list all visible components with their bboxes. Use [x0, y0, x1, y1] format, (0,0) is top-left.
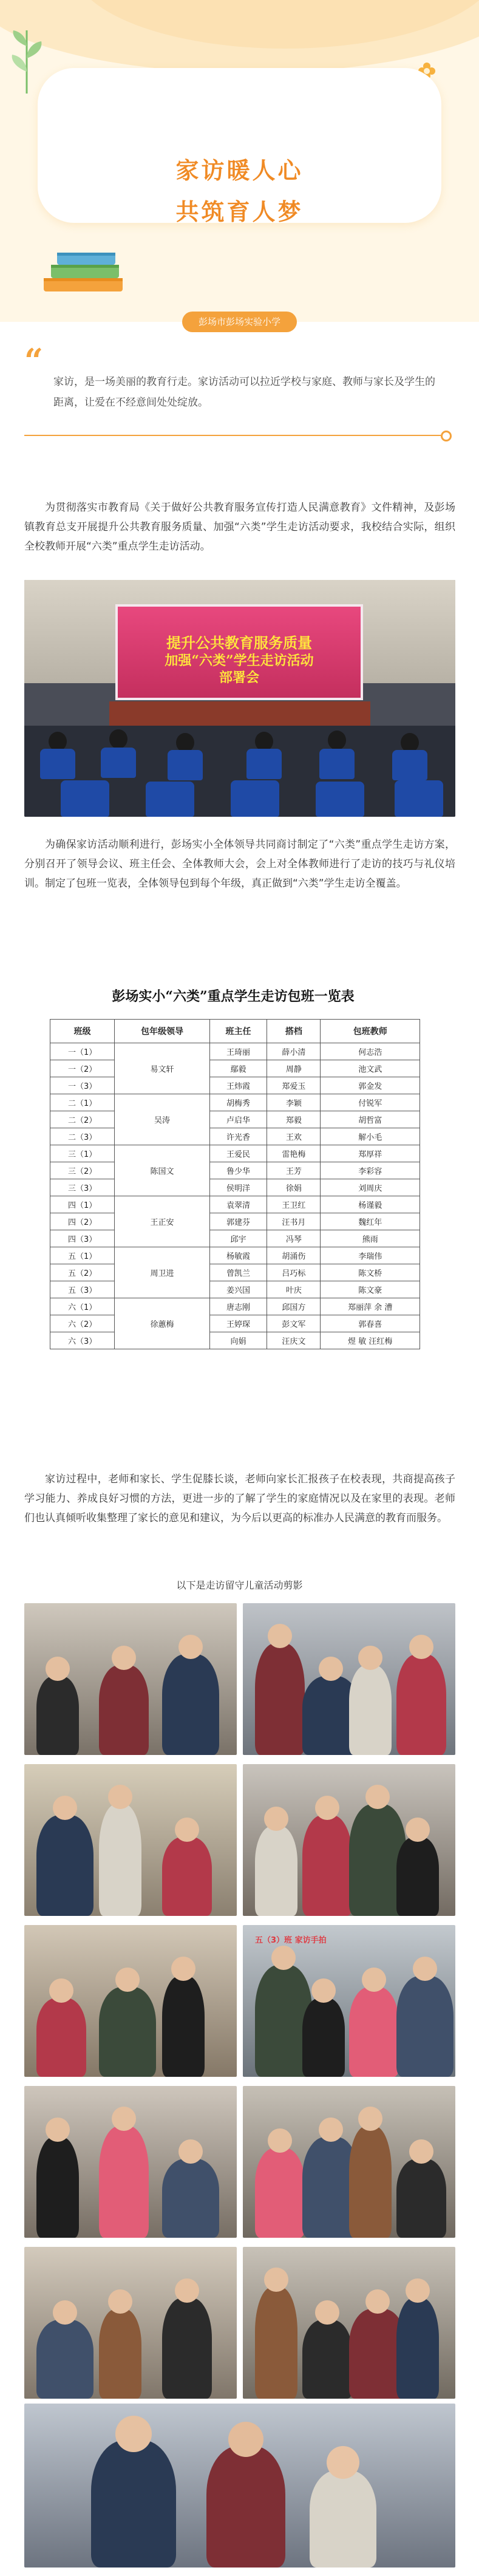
table-cell: 何志浩 — [321, 1043, 420, 1060]
person-head — [311, 1978, 336, 2003]
person-figure — [396, 1976, 454, 2077]
page-title-line1: 家访暖人心 — [175, 157, 304, 184]
table-cell: 四（2） — [50, 1213, 115, 1230]
table-cell: 郭金发 — [321, 1077, 420, 1094]
person-head — [315, 2300, 339, 2325]
audience-chair — [231, 780, 279, 817]
person-head — [171, 1957, 195, 1981]
table-cell: 池文武 — [321, 1060, 420, 1077]
person-figure — [162, 2159, 219, 2238]
person-head — [268, 1624, 292, 1648]
table-cell: 五（1） — [50, 1247, 115, 1264]
person-head — [315, 1796, 339, 1820]
table-cell: 王欢 — [267, 1128, 321, 1145]
person-figure — [396, 1837, 439, 1916]
table-cell: 六（2） — [50, 1315, 115, 1332]
table-cell: 王芳 — [267, 1162, 321, 1179]
gallery-photo — [243, 1764, 455, 1916]
person-figure — [396, 1654, 446, 1755]
table-cell-leader: 徐蕙梅 — [115, 1298, 209, 1349]
person-figure — [396, 2159, 446, 2238]
person-head — [362, 1968, 386, 1992]
gallery-photo — [24, 1603, 237, 1755]
table-cell: 曾凯兰 — [209, 1264, 267, 1281]
person-head — [53, 2300, 77, 2325]
gallery-photo — [24, 1764, 237, 1916]
paragraph-3: 家访过程中，老师和家长、学生促膝长谈，老师向家长汇报孩子在校表现，共商提高孩子学习能力、养成良好习惯的方法，更进一步的了解了学生的家庭情况以及在家里的表现。老师们也认真倾听收集整理了家长的意见和建议，为今后以更高的标准办人民满意的教育而服务。 — [24, 1473, 455, 1524]
table-cell: 一（1） — [50, 1043, 115, 1060]
audience-head — [328, 731, 346, 750]
table-row — [50, 1060, 420, 1077]
person-head — [46, 1657, 70, 1681]
table-cell: 叶庆 — [267, 1281, 321, 1298]
person-figure — [255, 2287, 297, 2399]
audience-chair — [319, 749, 355, 779]
table-cell: 李彩容 — [321, 1162, 420, 1179]
audience-chair — [392, 750, 427, 780]
table-cell: 陈文桥 — [321, 1264, 420, 1281]
table-cell: 四（1） — [50, 1196, 115, 1213]
paragraph-1: 为贯彻落实市教育局《关于做好公共教育服务宣传打造人民满意教育》文件精神，及彭场镇教育总支开展提升公共教育服务质量、加强“六类”学生走访活动要求，我校结合实际，组织全校教师开展“六类”重点学生走访活动。 — [24, 502, 455, 553]
table-cell: 陈文豪 — [321, 1281, 420, 1298]
header-banner — [0, 0, 479, 322]
gallery-photo — [243, 2247, 455, 2399]
podium-table — [109, 701, 370, 726]
person-figure — [99, 1987, 156, 2077]
table-cell: 胡梅秀 — [209, 1094, 267, 1111]
table-row — [50, 1111, 420, 1128]
table-cell: 郑毅 — [267, 1111, 321, 1128]
person-head — [406, 1818, 430, 1842]
table-cell: 二（2） — [50, 1111, 115, 1128]
roster-table — [50, 1019, 420, 1349]
leaf-icon — [8, 28, 45, 95]
person-figure — [36, 1676, 79, 1755]
table-cell: 王炜霞 — [209, 1077, 267, 1094]
table-cell: 周静 — [267, 1060, 321, 1077]
table-cell: 汪书月 — [267, 1213, 321, 1230]
person-figure — [99, 1804, 141, 1916]
table-cell: 一（2） — [50, 1060, 115, 1077]
person-head — [175, 1818, 199, 1842]
table-cell: 郭春喜 — [321, 1315, 420, 1332]
table-row — [50, 1094, 420, 1111]
audience-chair — [168, 750, 203, 780]
table-header-row — [50, 1020, 420, 1043]
table-cell-leader: 吴涛 — [115, 1094, 209, 1145]
column-header: 搭档 — [267, 1020, 321, 1043]
person-head — [264, 2268, 288, 2292]
column-header: 班级 — [50, 1020, 115, 1043]
table-row — [50, 1145, 420, 1162]
table-cell: 郑厚祥 — [321, 1145, 420, 1162]
intro-quote — [24, 341, 453, 443]
person-head — [358, 2107, 382, 2131]
person-head — [413, 1957, 437, 1981]
table-cell: 李瑞伟 — [321, 1247, 420, 1264]
meeting-photo — [24, 580, 455, 817]
table-cell-leader: 王正安 — [115, 1196, 209, 1247]
table-cell: 鲁少华 — [209, 1162, 267, 1179]
person-head — [46, 2118, 70, 2142]
gallery-photo-wide — [24, 2404, 455, 2567]
table-cell: 向娟 — [209, 1332, 267, 1349]
person-figure — [91, 2440, 176, 2567]
table-cell: 徐娟 — [267, 1179, 321, 1196]
gallery-photo — [24, 2247, 237, 2399]
table-cell: 姜兴国 — [209, 1281, 267, 1298]
table-cell: 郑爱玉 — [267, 1077, 321, 1094]
table-cell: 王琦丽 — [209, 1043, 267, 1060]
table-cell: 彭文军 — [267, 1315, 321, 1332]
person-head — [409, 1635, 433, 1659]
person-figure — [36, 2320, 93, 2399]
table-cell: 李颖 — [267, 1094, 321, 1111]
table-row — [50, 1128, 420, 1145]
person-figure — [162, 1976, 205, 2077]
audience-head — [109, 729, 127, 749]
person-head — [264, 1807, 288, 1831]
table-row — [50, 1179, 420, 1196]
table-cell: 二（1） — [50, 1094, 115, 1111]
person-figure — [302, 1998, 345, 2077]
audience-chair — [101, 748, 136, 778]
person-figure — [99, 1665, 149, 1755]
gallery-photo — [24, 1925, 237, 2077]
gallery-photo — [243, 2086, 455, 2238]
table-cell: 郑丽萍 余 漕 — [321, 1298, 420, 1315]
gallery-photo — [243, 1603, 455, 1755]
person-head — [327, 2446, 359, 2479]
table-cell: 王爱民 — [209, 1145, 267, 1162]
person-figure — [349, 2126, 392, 2238]
person-figure — [206, 2446, 285, 2567]
table-cell: 五（2） — [50, 1264, 115, 1281]
person-figure — [302, 2320, 352, 2399]
divider-dot-icon — [441, 431, 452, 441]
person-figure — [36, 1998, 86, 2077]
table-cell: 雷艳梅 — [267, 1145, 321, 1162]
table-cell: 煜 敏 汪红梅 — [321, 1332, 420, 1349]
table-cell: 鄢毅 — [209, 1060, 267, 1077]
table-cell: 四（3） — [50, 1230, 115, 1247]
person-head — [319, 1657, 343, 1681]
table-row — [50, 1281, 420, 1298]
person-figure — [162, 1837, 212, 1916]
person-head — [178, 2139, 203, 2164]
person-figure — [396, 2298, 439, 2399]
table-cell: 一（3） — [50, 1077, 115, 1094]
audience-chair — [246, 749, 282, 779]
person-figure — [36, 1815, 93, 1916]
table-cell: 袁翠清 — [209, 1196, 267, 1213]
table-row — [50, 1264, 420, 1281]
table-cell: 卢启华 — [209, 1111, 267, 1128]
photo-banner-text: 五（3）班 家访手拍 — [255, 1936, 327, 1945]
table-cell: 刘周庆 — [321, 1179, 420, 1196]
person-figure — [255, 1643, 305, 1755]
quote-divider — [24, 435, 441, 436]
meeting-screen — [115, 604, 363, 700]
person-head — [178, 1635, 203, 1659]
person-figure — [255, 2148, 305, 2238]
person-figure — [349, 1665, 392, 1755]
table-row — [50, 1332, 420, 1349]
table-cell: 邱宇 — [209, 1230, 267, 1247]
table-cell: 吕巧标 — [267, 1264, 321, 1281]
roster-table-title: 彭场实小“六类”重点学生走访包班一览表 — [112, 989, 355, 1004]
table-cell-leader: 易文轩 — [115, 1043, 209, 1094]
table-row — [50, 1213, 420, 1230]
column-header: 包年级领导 — [115, 1020, 209, 1043]
column-header: 班主任 — [209, 1020, 267, 1043]
audience-chair — [40, 749, 75, 779]
audience-chair — [395, 780, 443, 817]
table-row — [50, 1230, 420, 1247]
table-cell: 王卫红 — [267, 1196, 321, 1213]
table-cell: 薛小清 — [267, 1043, 321, 1060]
table-row — [50, 1077, 420, 1094]
table-row — [50, 1315, 420, 1332]
table-cell: 六（3） — [50, 1332, 115, 1349]
screen-line-3: 部署会 — [219, 670, 259, 686]
table-cell: 侯明洋 — [209, 1179, 267, 1196]
table-cell: 郭建芬 — [209, 1213, 267, 1230]
person-head — [53, 1796, 77, 1820]
table-cell: 五（3） — [50, 1281, 115, 1298]
table-cell-leader: 周卫进 — [115, 1247, 209, 1298]
person-head — [175, 2278, 199, 2303]
screen-line-1: 提升公共教育服务质量 — [166, 634, 312, 652]
page-title-line2: 共筑育人梦 — [175, 198, 304, 225]
audience-chair — [61, 780, 109, 817]
paragraph-2: 为确保家访活动顺利进行，彭场实小全体领导共同商讨制定了“六类”重点学生走访方案，分别召开了领导会议、班主任会、全体教师大会，会上对全体教师进行了走访的技巧与礼仪培训。制定了包班一览表，全体领导包到每个年级，真正做到“六类”学生走访全覆盖。 — [24, 839, 455, 890]
table-row — [50, 1162, 420, 1179]
person-head — [271, 1946, 296, 1970]
table-cell: 邱国方 — [267, 1298, 321, 1315]
screen-line-2: 加强“六类”学生走访活动 — [165, 653, 314, 669]
person-figure — [36, 2137, 79, 2238]
table-cell: 六（1） — [50, 1298, 115, 1315]
table-cell: 杨敏霞 — [209, 1247, 267, 1264]
person-figure — [310, 2470, 376, 2567]
school-badge: 彭场市彭场实验小学 — [182, 312, 297, 332]
table-cell: 杨谨毅 — [321, 1196, 420, 1213]
person-head — [406, 2278, 430, 2303]
books-icon — [38, 243, 129, 298]
person-figure — [162, 2298, 212, 2399]
table-cell: 胡涌伤 — [267, 1247, 321, 1264]
gallery-caption: 以下是走访留守儿童活动剪影 — [176, 1579, 303, 1591]
table-cell: 解小毛 — [321, 1128, 420, 1145]
person-head — [49, 1978, 73, 2003]
table-cell: 唐志刚 — [209, 1298, 267, 1315]
table-cell: 许光香 — [209, 1128, 267, 1145]
audience-chair — [146, 782, 194, 817]
table-cell: 魏红年 — [321, 1213, 420, 1230]
table-cell: 王婷琛 — [209, 1315, 267, 1332]
person-head — [268, 2128, 292, 2153]
table-cell: 胡哲富 — [321, 1111, 420, 1128]
person-figure — [99, 2126, 149, 2238]
table-row — [50, 1247, 420, 1264]
gallery-photo — [24, 2086, 237, 2238]
quote-mark-icon: “ — [24, 341, 44, 380]
person-figure — [162, 1654, 219, 1755]
table-cell: 三（3） — [50, 1179, 115, 1196]
table-row — [50, 1298, 420, 1315]
person-head — [409, 2139, 433, 2164]
table-cell: 汪庆文 — [267, 1332, 321, 1349]
person-figure — [302, 1815, 352, 1916]
roster-table-card — [27, 978, 440, 1451]
table-cell: 冯琴 — [267, 1230, 321, 1247]
person-head — [365, 2289, 390, 2314]
table-cell: 三（2） — [50, 1162, 115, 1179]
column-header: 包班教师 — [321, 1020, 420, 1043]
table-cell: 二（3） — [50, 1128, 115, 1145]
person-head — [228, 2422, 263, 2457]
table-row — [50, 1043, 420, 1060]
intro-quote-text: 家访，是一场美丽的教育行走。家访活动可以拉近学校与家庭、教师与家长及学生的距离，让爱在不经意间处处绽放。 — [53, 376, 435, 409]
table-cell: 熊雨 — [321, 1230, 420, 1247]
person-head — [365, 1785, 390, 1809]
table-cell-leader: 陈国文 — [115, 1145, 209, 1196]
table-row — [50, 1196, 420, 1213]
person-figure — [255, 1826, 297, 1916]
table-cell: 付锐军 — [321, 1094, 420, 1111]
person-figure — [349, 1987, 399, 2077]
person-figure — [99, 2309, 141, 2399]
person-head — [115, 2416, 152, 2452]
roster-table-body — [50, 1043, 420, 1349]
table-cell: 三（1） — [50, 1145, 115, 1162]
person-head — [358, 1646, 382, 1670]
gallery-photo — [243, 1925, 455, 2077]
person-head — [319, 2118, 343, 2142]
audience-chair — [316, 782, 364, 817]
